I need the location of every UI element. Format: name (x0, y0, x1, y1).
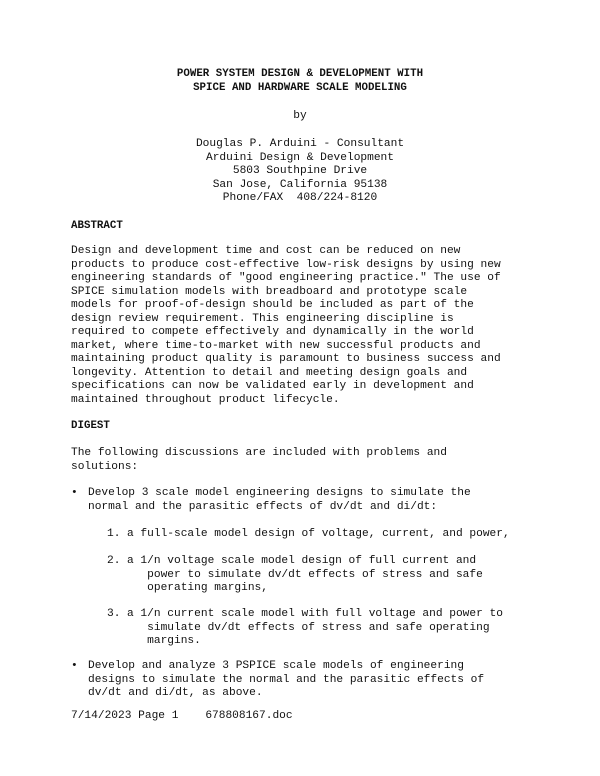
author-block (0, 138, 600, 206)
by-line: by (293, 110, 307, 122)
title-line-2: SPICE AND HARDWARE SCALE MODELING (193, 81, 407, 94)
author-phone: Phone/FAX 408/224-8120 (222, 192, 378, 204)
bullet-icon: • (71, 660, 78, 672)
bullet-text: Develop 3 scale model engineering designs to simulate the normal and the parasitic effects of dv/dt and di/dt: (88, 487, 471, 513)
page-footer (71, 710, 293, 724)
item-text: a 1/n current scale model with full voltage and power to simulate dv/dt effects of stress and safe operating margins. (127, 608, 503, 647)
bullet-icon: • (71, 487, 78, 499)
item-text: a 1/n voltage scale model design of full current and power to simulate dv/dt effects of stress and safe operating margins, (127, 555, 483, 594)
author-city: San Jose, California 95138 (212, 178, 388, 191)
item-number: 1. (107, 528, 121, 540)
digest-heading: DIGEST (71, 420, 110, 432)
abstract-heading: ABSTRACT (71, 220, 123, 232)
author-street: 5803 Southpine Drive (232, 165, 368, 177)
document-title (0, 68, 600, 95)
footer-date: 7/14/2023 (71, 710, 132, 722)
abstract-body: Design and development time and cost can be reduced on new products to produce cost-effective low-risk designs by using new engineering standards of "good engineering practice." The use of SPICE simulation models with breadboard and prototype scale models for proof-of-design should be included as part of the design review requirement. This engineering discipline is required to compete effectively and dynamically in the world market, where time-to-market with new successful products and maintaining product quality is paramount to business success and longevity. Attention to detail and meeting design goals and specifications can now be validated early in development and maintained throughout product lifecycle. (71, 245, 501, 406)
item-number: 3. (107, 608, 121, 620)
footer-filename: 678808167.doc (205, 710, 293, 722)
digest-intro: The following discussions are included with problems and solutions: (71, 447, 447, 473)
bullet-text: Develop and analyze 3 PSPICE scale models of engineering designs to simulate the normal and the parasitic effects of dv/dt and di/dt, as above. (88, 660, 485, 699)
author-company: Arduini Design & Development (206, 151, 394, 164)
footer-page: Page 1 (138, 710, 179, 722)
title-line-1: POWER SYSTEM DESIGN & DEVELOPMENT WITH (176, 68, 424, 80)
item-text: a full-scale model design of voltage, current, and power, (127, 528, 510, 540)
author-name: Douglas P. Arduini - Consultant (195, 138, 405, 150)
item-number: 2. (107, 555, 121, 567)
